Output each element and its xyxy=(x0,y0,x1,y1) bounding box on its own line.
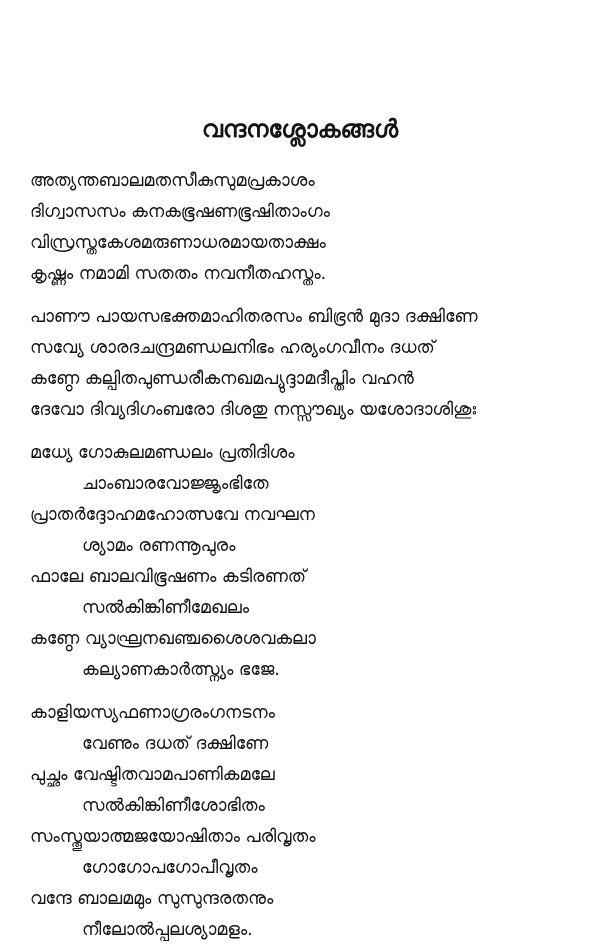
verse-line: കാളിയസ്യഫണാഗ്രരംഗനടനം xyxy=(30,703,275,723)
verse-line-indented: കല്യാണകാർത്സ്ന്യം ഭജേ. xyxy=(82,660,280,680)
verse-line: കണ്ഠേ കല്പിതപുണ്ഡരീകനഖമപ്യുദ്ദാമദീപ്തിം വഹൻ xyxy=(30,369,414,389)
page-title: വന്ദനശ്ലോകങ്ങൾ xyxy=(201,115,399,143)
stanza-3 xyxy=(30,438,570,686)
verse-line: പുച്ഛം വേഷ്ടിതവാമപാണികമലേ xyxy=(30,765,275,785)
verse-line: സവ്യേ ശാരദചന്ദ്രമണ്ഡലനിഭം ഹര്യംഗവീനം ദധത് xyxy=(30,338,435,358)
stanza-2 xyxy=(30,302,570,426)
verse-line: ദിഗ്വാസസം കനകഭൂഷണഭൂഷിതാംഗം xyxy=(30,202,331,222)
verse-line: പാണൗ പായസഭക്തമാഹിതരസം ബിഭ്രൻ മുദാ ദക്ഷിണേ xyxy=(30,307,478,327)
verse-line-indented: ചാംബാരവോജ്ജൃംഭിതേ xyxy=(82,474,269,494)
stanza-1 xyxy=(30,166,570,290)
verse-line: കൃഷ്ണം നമാമി സതതം നവനീതഹസ്തം. xyxy=(30,264,327,284)
verse-line: സംസ്തൂയാത്മജയോഷിതാം പരിവൃതം xyxy=(30,827,316,847)
stanza-4 xyxy=(30,698,570,946)
verse-line-indented: സൽകിങ്കിണീമേഖലം xyxy=(82,598,250,618)
verse-line-indented: വേണും ദധത് ദക്ഷിണേ xyxy=(82,734,269,754)
verse-line: പ്രാതർദ്ദോഹമഹോത്സവേ നവഘന xyxy=(30,505,315,525)
verse-line: ദേവോ ദിവ്യദിഗംബരോ ദിശതു നസ്സൗഖ്യം യശോദാശിശുഃ xyxy=(30,400,477,420)
verse-line: ഫാലേ ബാലവിഭൂഷണം കടിരണത് xyxy=(30,567,307,587)
verse-line-indented: ശ്യാമം രണന്നൂപുരം xyxy=(82,536,236,556)
verse-line: കണ്ഠേ വ്യാഘ്രനഖഞ്ചശൈശവകലാ xyxy=(30,629,316,649)
verse-line: മധ്യേ ഗോകുലമണ്ഡലം പ്രതിദിശം xyxy=(30,443,295,463)
verse-line-indented: സൽകിങ്കിണീശോഭിതം xyxy=(82,796,265,816)
verse-line: വന്ദേ ബാലമമും സുസുന്ദരതനും xyxy=(30,889,274,909)
verse-line: അത്യന്തബാലമതസീകുസുമപ്രകാശം xyxy=(30,171,315,191)
verse-line-indented: നീലോൽപ്പലശ്യാമളം. xyxy=(82,920,253,940)
verse-line-indented: ഗോഗോപഗോപീവൃതം xyxy=(82,858,258,878)
verse-line: വിസ്രസ്തകേശമരുണാധരമായതാക്ഷം xyxy=(30,233,326,253)
